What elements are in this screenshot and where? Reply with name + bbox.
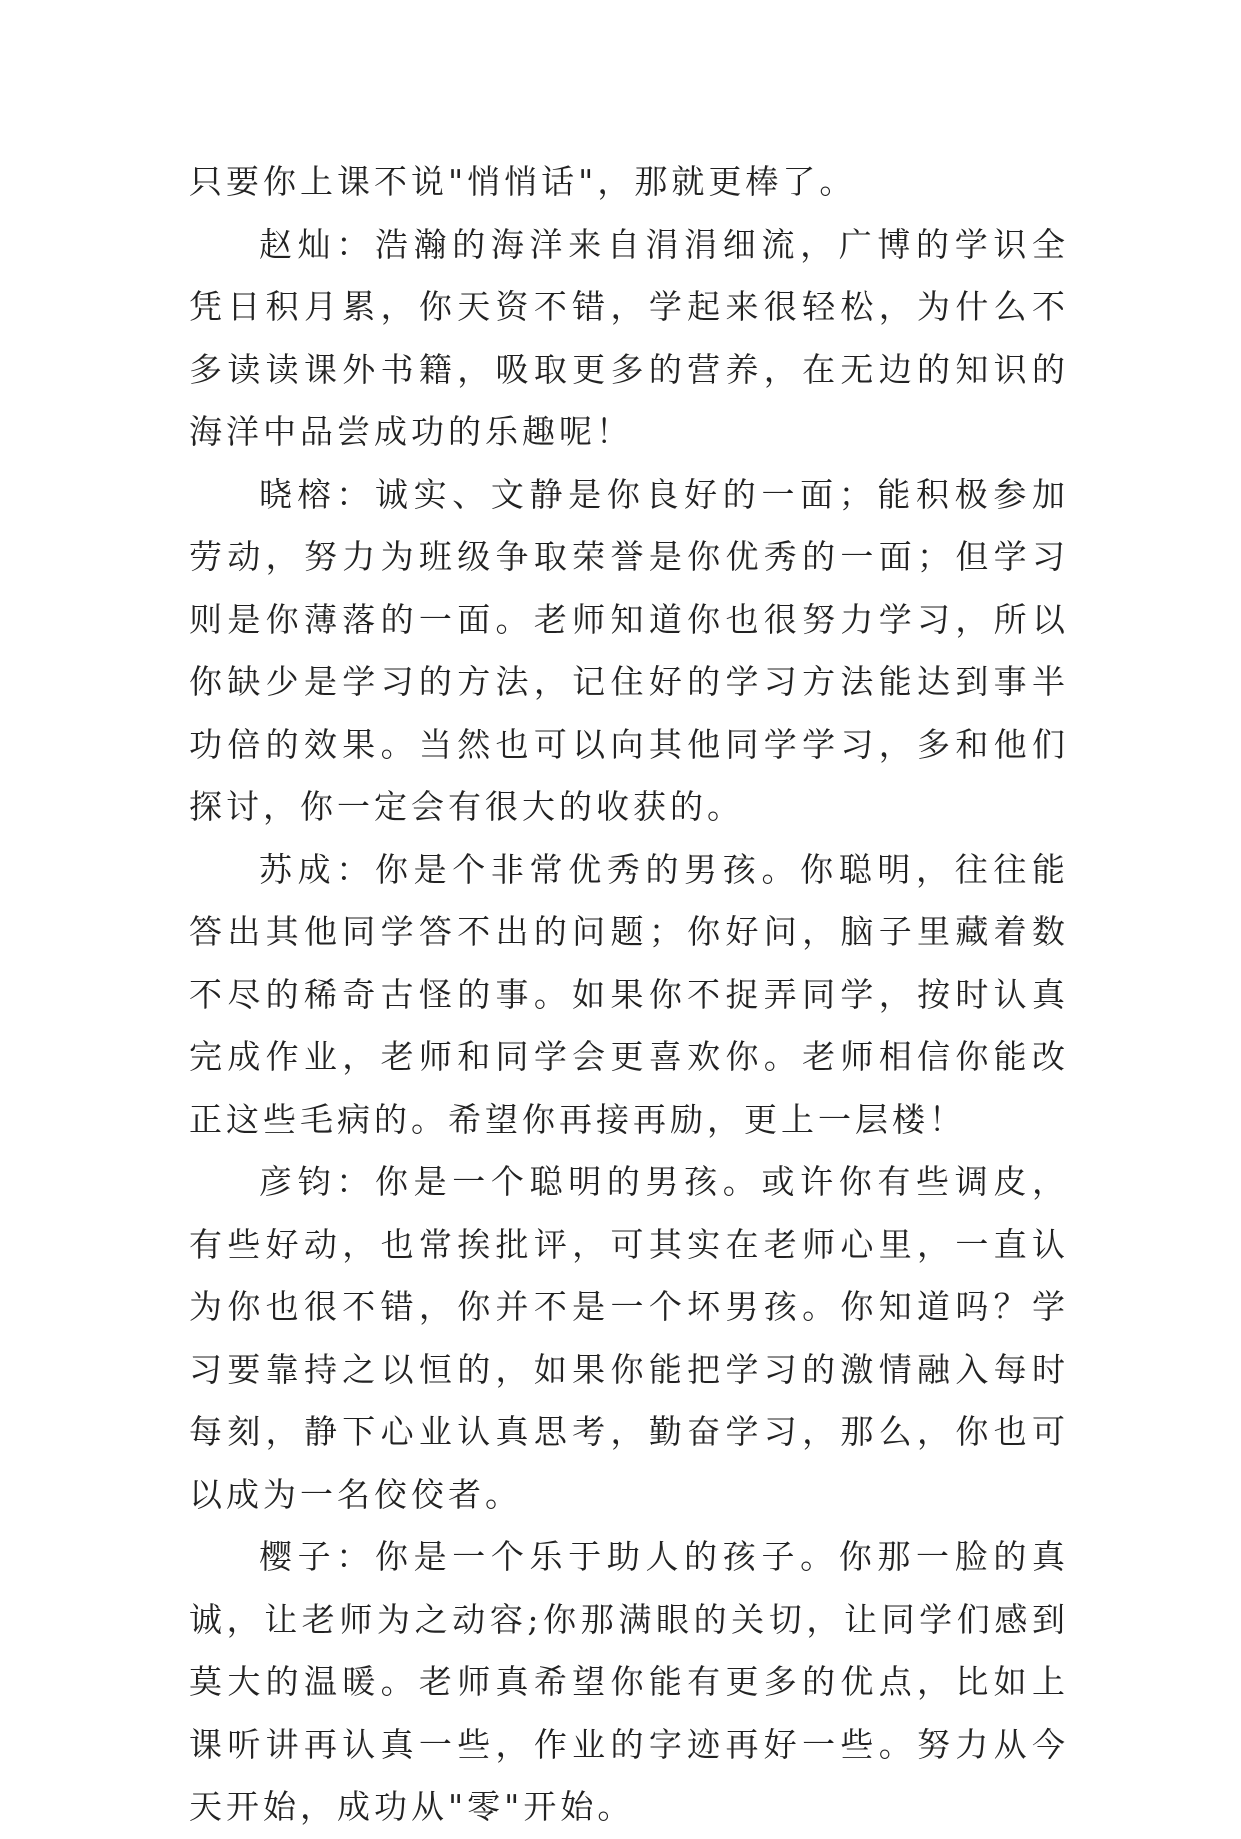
paragraph-yan-jun: 彦钧：你是一个聪明的男孩。或许你有些调皮，有些好动，也常挨批评，可其实在老师心里，一直认为你也很不错，你并不是一个坏男孩。你知道吗？学习要靠持之以恒的，如果你能把学习的激情融入每时每刻，静下心业认真思考，勤奋学习，那么，你也可以成为一名佼佼者。 — [189, 1162, 1069, 1514]
paragraph-ying-zi: 樱子：你是一个乐于助人的孩子。你那一脸的真诚，让老师为之动容;你那满眼的关切，让同学们感到莫大的温暖。老师真希望你能有更多的优点，比如上课听讲再认真一些，作业的字迹再好一些。努力从今天开始，成功从"零"开始。 — [189, 1537, 1069, 1826]
paragraph-zhao-can: 赵灿：浩瀚的海洋来自涓涓细流，广博的学识全凭日积月累，你天资不错，学起来很轻松，为什么不多读读课外书籍，吸取更多的营养，在无边的知识的海洋中品尝成功的乐趣呢！ — [189, 224, 1069, 451]
paragraph-su-cheng: 苏成：你是个非常优秀的男孩。你聪明，往往能答出其他同学答不出的问题；你好问，脑子里藏着数不尽的稀奇古怪的事。如果你不捉弄同学，按时认真完成作业，老师和同学会更喜欢你。老师相信你能改正这些毛病的。希望你再接再励，更上一层楼！ — [189, 849, 1069, 1139]
paragraph-continuation: 只要你上课不说"悄悄话"，那就更棒了。 — [189, 162, 857, 201]
document-body — [189, 151, 1069, 1839]
paragraph-xiao-rong: 晓榕：诚实、文静是你良好的一面；能积极参加劳动，努力为班级争取荣誉是你优秀的一面；但学习则是你薄落的一面。老师知道你也很努力学习，所以你缺少是学习的方法，记住好的学习方法能达到事半功倍的效果。当然也可以向其他同学学习，多和他们探讨，你一定会有很大的收获的。 — [189, 474, 1069, 826]
